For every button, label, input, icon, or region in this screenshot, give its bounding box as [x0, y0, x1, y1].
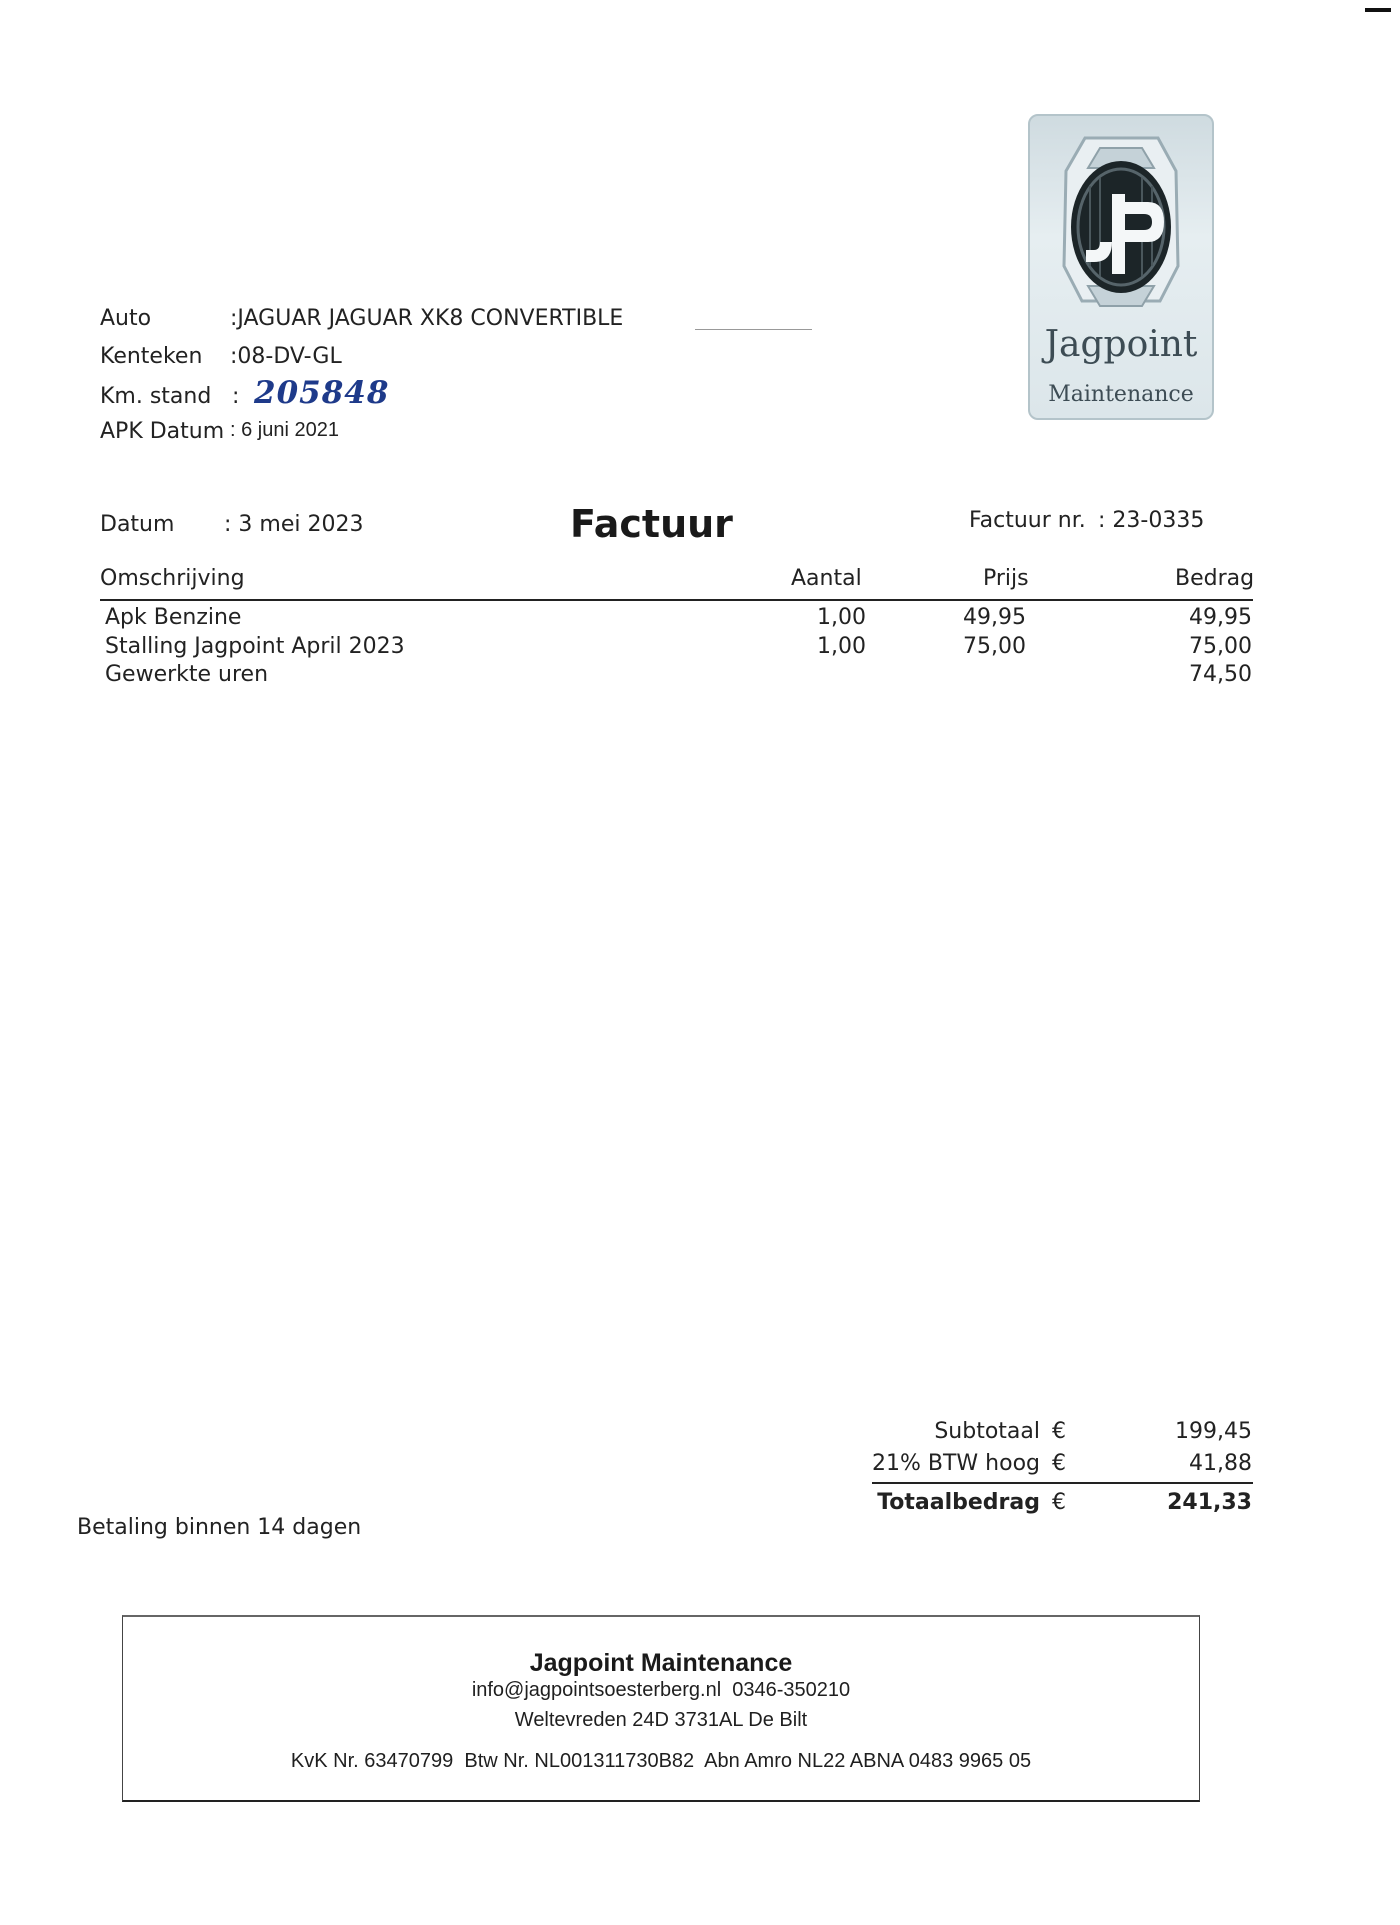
footer-registration: KvK Nr. 63470799 Btw Nr. NL001311730B82 Abn Amro NL22 ABNA 0483 9965 05 [290, 1750, 1032, 1772]
km-separator: : [232, 384, 240, 409]
totals-rule [872, 1482, 1253, 1484]
auto-label: Auto [100, 306, 152, 331]
header-prijs: Prijs [983, 566, 1029, 591]
kenteken-value: :08-DV-GL [230, 344, 342, 369]
row-bedrag: 75,00 [1189, 634, 1252, 659]
footer-company: Jagpoint Maintenance [529, 1649, 793, 1677]
apk-value: : 6 juni 2021 [230, 419, 339, 441]
row-aantal: 1,00 [817, 634, 866, 659]
company-footer [122, 1615, 1200, 1802]
row-omschrijving: Gewerkte uren [105, 662, 269, 687]
btw-label: 21% BTW hoog [872, 1451, 1040, 1476]
km-value-handwritten: 205848 [254, 375, 390, 411]
footer-address: Weltevreden 24D 3731AL De Bilt [514, 1709, 808, 1731]
row-bedrag: 74,50 [1189, 662, 1252, 687]
header-omschrijving: Omschrijving [100, 566, 245, 591]
kenteken-label: Kenteken [100, 344, 203, 369]
totaal-label: Totaalbedrag [877, 1490, 1040, 1515]
company-logo [1028, 114, 1214, 420]
scan-mark [1365, 8, 1391, 12]
btw-value: 41,88 [1189, 1451, 1252, 1476]
totaal-currency: € [1052, 1490, 1066, 1515]
subtotaal-currency: € [1052, 1419, 1066, 1444]
factuur-nr-value: : 23-0335 [1098, 508, 1205, 533]
subtotaal-value: 199,45 [1175, 1419, 1252, 1444]
datum-value: : 3 mei 2023 [224, 512, 364, 537]
row-prijs: 75,00 [963, 634, 1026, 659]
datum-label: Datum [100, 512, 175, 537]
page-title: Factuur [570, 502, 733, 546]
km-label: Km. stand [100, 384, 212, 409]
totaal-value: 241,33 [1167, 1490, 1252, 1515]
apk-label: APK Datum [100, 419, 225, 444]
payment-terms: Betaling binnen 14 dagen [77, 1515, 362, 1540]
factuur-nr-label: Factuur nr. [969, 508, 1086, 533]
subtotaal-label: Subtotaal [934, 1419, 1040, 1444]
row-bedrag: 49,95 [1189, 605, 1252, 630]
logo-name: Jagpoint [1044, 324, 1198, 365]
header-aantal: Aantal [791, 566, 862, 591]
logo-subtitle: Maintenance [1048, 382, 1194, 407]
auto-value: :JAGUAR JAGUAR XK8 CONVERTIBLE [230, 306, 624, 331]
btw-currency: € [1052, 1451, 1066, 1476]
jp-monogram-icon [1030, 116, 1212, 326]
table-header-rule [100, 599, 1253, 601]
row-omschrijving: Stalling Jagpoint April 2023 [105, 634, 405, 659]
row-omschrijving: Apk Benzine [105, 605, 242, 630]
footer-contact: info@jagpointsoesterberg.nl 0346-350210 [471, 1679, 851, 1701]
row-prijs: 49,95 [963, 605, 1026, 630]
blank-line [695, 329, 812, 330]
header-bedrag: Bedrag [1175, 566, 1255, 591]
row-aantal: 1,00 [817, 605, 866, 630]
